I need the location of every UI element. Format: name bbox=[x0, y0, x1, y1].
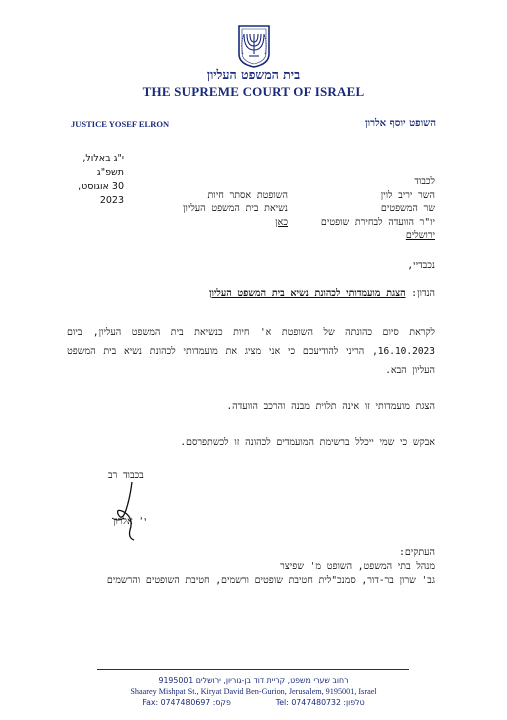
footer-english-address: Shaarey Mishpat St., Kiryat David Ben-Gurion, Jerusalem, 9195001, Israel bbox=[130, 687, 377, 696]
footer-fax: פקס: 0747480697 :Fax bbox=[142, 698, 231, 707]
recipient-role: שר המשפטים bbox=[380, 203, 435, 214]
handwritten-signature bbox=[104, 478, 154, 544]
english-court-title: THE SUPREME COURT OF ISRAEL bbox=[142, 84, 365, 99]
recipient-committee-role: יו"ר הוועדה לבחירת שופטים bbox=[320, 216, 435, 228]
copies-recipient-2: גב' שרון בר-דור, סמנכ"לית חטיבת שופטים ורשמים, חטיבת השופטים והרשמים bbox=[106, 575, 435, 586]
recipient-president bbox=[183, 175, 288, 229]
footer bbox=[0, 675, 507, 708]
footer-phone: טלפון: 0747480732 :Tel bbox=[275, 698, 365, 707]
subject-line bbox=[209, 288, 435, 299]
body-paragraph-3: אבקש כי שמי ייכלל ברשימת המועמדים לכהונה זו לכשתפרסם. bbox=[180, 437, 435, 448]
justice-name-hebrew: השופט יוסף אלרון bbox=[364, 118, 436, 129]
gregorian-date: 30 אוגוסט, 2023 bbox=[78, 181, 124, 206]
copies-recipient-1: מנהל בתי המשפט, השופט מ' שפיצר bbox=[280, 561, 435, 572]
recipient-city: ירושלים bbox=[405, 230, 435, 241]
subject-text: הצגת מועמדותי לכהונת נשיא בית המשפט העליון bbox=[209, 288, 406, 299]
footer-contact bbox=[0, 697, 507, 708]
justice-name-english: JUSTICE YOSEF ELRON bbox=[71, 119, 170, 129]
body-paragraph-2: הצגת מועמדותי זו אינה תלוית מבנה והרכב הוועדה. bbox=[226, 401, 435, 412]
greeting: נכבדיי, bbox=[407, 260, 435, 271]
copies-section bbox=[63, 546, 435, 588]
footer-divider bbox=[97, 669, 409, 670]
copies-label: העתקים: bbox=[399, 547, 435, 558]
menorah-emblem-icon bbox=[236, 24, 272, 68]
recipient-president-location: כאן bbox=[275, 216, 288, 228]
hebrew-date: י"ג באלול, תשפ"ג bbox=[82, 153, 124, 178]
hebrew-court-title: בית המשפט העליון bbox=[206, 67, 301, 82]
recipient-president-name: השופטת אסתר חיות bbox=[207, 189, 288, 201]
signer-name: י' אלרון bbox=[113, 516, 147, 527]
body-paragraph-1: לקראת סיום כהונתה של השופטת א' חיות כנשיאת בית המשפט העליון, ביום 16.10.2023, הריני להודיעכם כי אני מציג את מועמדותי לכהונת נשיא בית המשפט העליון הבא. bbox=[67, 327, 435, 376]
recipient-president-role: נשיאת בית המשפט העליון bbox=[183, 203, 288, 214]
recipient-minister bbox=[321, 175, 435, 243]
recipient-name: השר יריב לוין bbox=[380, 189, 435, 201]
footer-hebrew-address: רחוב שערי משפט, קריית דוד בן-גוריון, ירושלים 9195001 bbox=[158, 676, 349, 685]
subject-prefix: הנדון: bbox=[411, 288, 435, 299]
recipient-salutation: לכבוד bbox=[414, 176, 435, 187]
closing-phrase: בכבוד רב bbox=[108, 470, 144, 481]
letter-dates bbox=[62, 152, 124, 208]
